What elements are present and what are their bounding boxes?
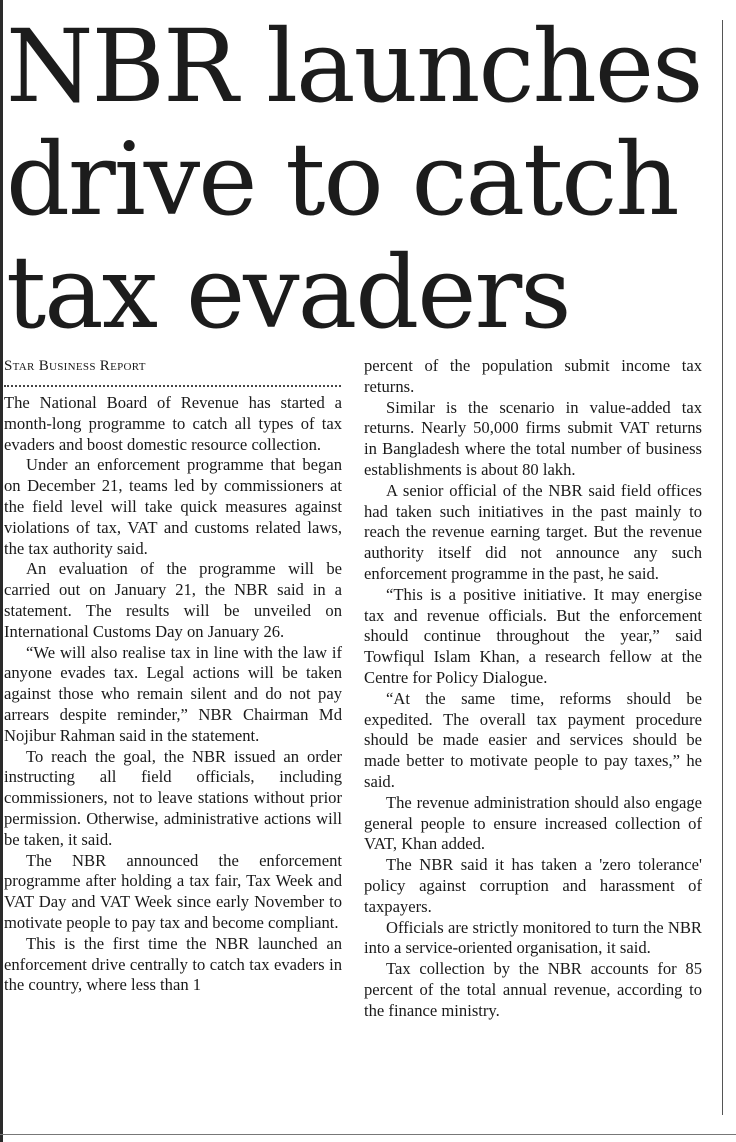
paragraph: Under an enforcement programme that began on December 21, teams led by commissioners at the field level will take quick measures against violations of tax, VAT and customs related laws, the tax authority said. [4, 455, 342, 558]
paragraph: An evaluation of the programme will be carried out on January 21, the NBR said in a statement. The results will be unveiled on International Customs Day on January 26. [4, 559, 342, 641]
dotted-divider [4, 385, 341, 387]
paragraph: “At the same time, reforms should be expedited. The overall tax payment procedure should be made easier and services should be made better to motivate people to pay taxes,” he said. [364, 688, 702, 791]
headline [6, 10, 718, 349]
paragraph: The NBR said it has taken a 'zero tolerance' policy against corruption and harassment of taxpayers. [364, 855, 702, 916]
right-border-rule [722, 20, 723, 1115]
left-column [4, 356, 342, 996]
paragraph: This is the first time the NBR launched an enforcement drive centrally to catch tax evaders in the country, where less than 1 [4, 933, 342, 995]
paragraph: Tax collection by the NBR accounts for 85 percent of the total annual revenue, according to the finance ministry. [364, 959, 702, 1020]
paragraph: percent of the population submit income tax returns. [364, 356, 702, 396]
left-border-rule [0, 0, 3, 1142]
bottom-border-rule [0, 1134, 736, 1135]
headline-line-2: drive to catch [6, 121, 678, 238]
paragraph: A senior official of the NBR said field offices had taken such initiatives in the past mainly to reach the revenue earning target. But the revenue authority itself did not announce any such enforcement programme in the past, he said. [364, 480, 702, 583]
headline-line-3: tax evaders [6, 234, 570, 351]
paragraph: “We will also realise tax in line with the law if anyone evades tax. Legal actions will be taken against those who remain silent and do not pay arrears despite reminder,” NBR Chairman Md Nojibur Rahman said in the statement. [4, 642, 342, 745]
paragraph: Similar is the scenario in value-added tax returns. Nearly 50,000 firms submit VAT returns in Bangladesh where the total number of business establishments is about 80 lakh. [364, 397, 702, 479]
headline-line-1: NBR launches [6, 8, 702, 125]
paragraph: “This is a positive initiative. It may energise tax and revenue officials. But the enforcement should continue throughout the year,” said Towfiqul Islam Khan, a research fellow at the Centre for Policy Dialogue. [364, 584, 702, 687]
byline: Star Business Report [4, 358, 146, 374]
paragraph: The NBR announced the enforcement programme after holding a tax fair, Tax Week and VAT Day and VAT Week since early November to motivate people to pay tax and become compliant. [4, 850, 342, 932]
paragraph: The revenue administration should also engage general people to ensure increased collection of VAT, Khan added. [364, 792, 702, 854]
paragraph: Officials are strictly monitored to turn the NBR into a service-oriented organisation, it said. [364, 917, 702, 958]
right-column [364, 356, 702, 1022]
paragraph: The National Board of Revenue has started a month-long programme to catch all types of tax evaders and boost domestic resource collection. [4, 393, 342, 454]
paragraph: To reach the goal, the NBR issued an order instructing all field officials, including commissioners, not to leave stations without prior permission. Otherwise, administrative actions will be taken, it said. [4, 746, 342, 849]
